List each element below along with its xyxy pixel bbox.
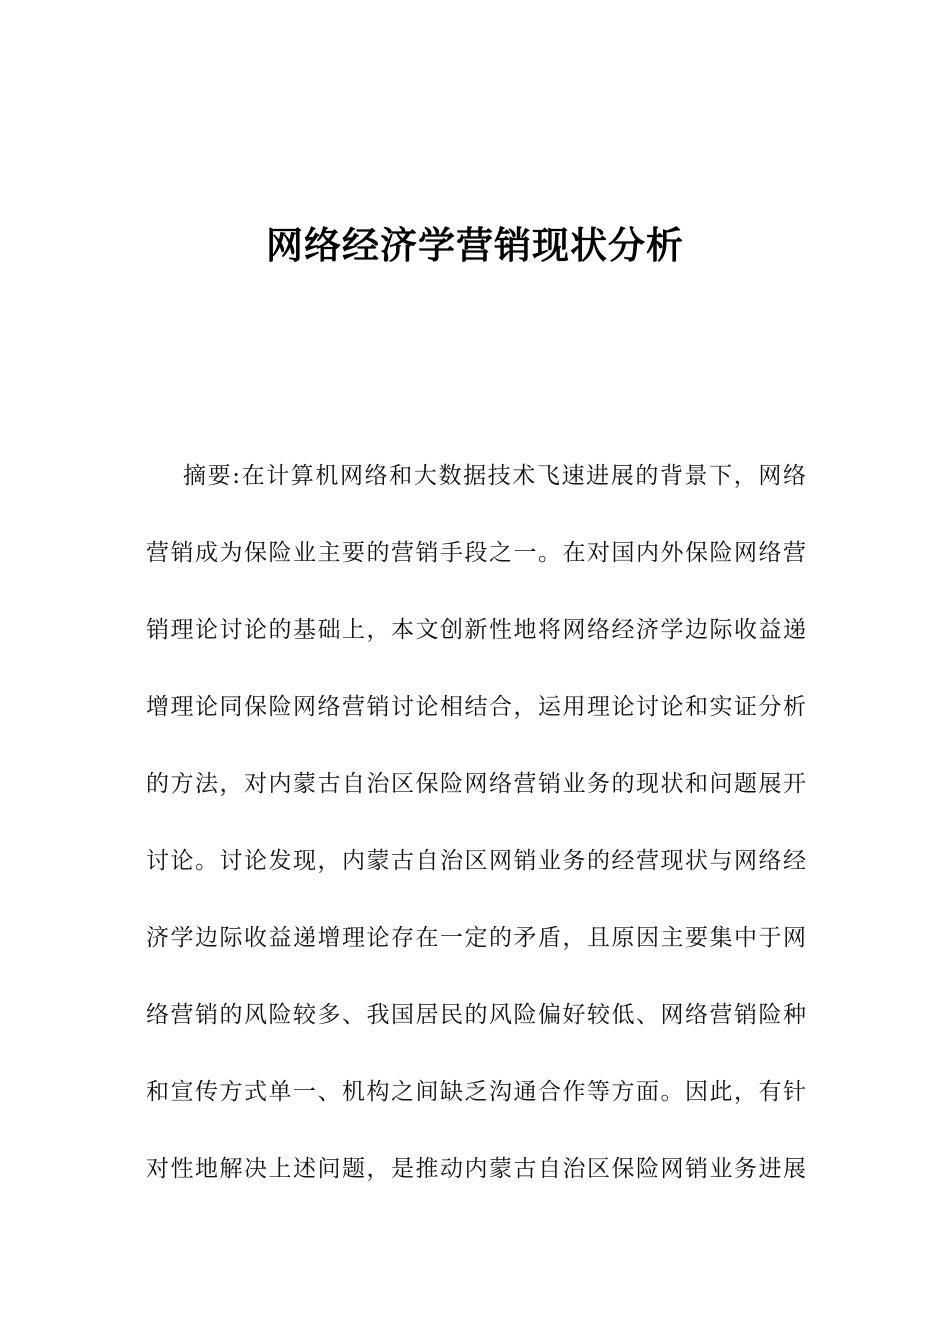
document-title: 网络经济学营销现状分析 [266, 224, 684, 267]
abstract-line: 营销成为保险业主要的营销手段之一。在对国内外保险网络营 [146, 540, 806, 566]
abstract-line: 的方法，对内蒙古自治区保险网络营销业务的现状和问题展开 [146, 771, 806, 797]
abstract-line: 对性地解决上述问题，是推动内蒙古自治区保险网销业务进展 [146, 1156, 806, 1182]
abstract-line: 络营销的风险较多、我国居民的风险偏好较低、网络营销险种 [146, 1002, 806, 1028]
abstract-line: 济学边际收益递增理论存在一定的矛盾，且原因主要集中于网 [146, 925, 806, 951]
abstract-line: 销理论讨论的基础上，本文创新性地将网络经济学边际收益递 [146, 617, 806, 643]
abstract-line: 摘要:在计算机网络和大数据技术飞速进展的背景下，网络 [183, 463, 806, 489]
abstract-line: 增理论同保险网络营销讨论相结合，运用理论讨论和实证分析 [146, 694, 806, 720]
abstract-line: 讨论。讨论发现，内蒙古自治区网销业务的经营现状与网络经 [146, 848, 806, 874]
abstract-line: 和宣传方式单一、机构之间缺乏沟通合作等方面。因此，有针 [146, 1079, 806, 1105]
